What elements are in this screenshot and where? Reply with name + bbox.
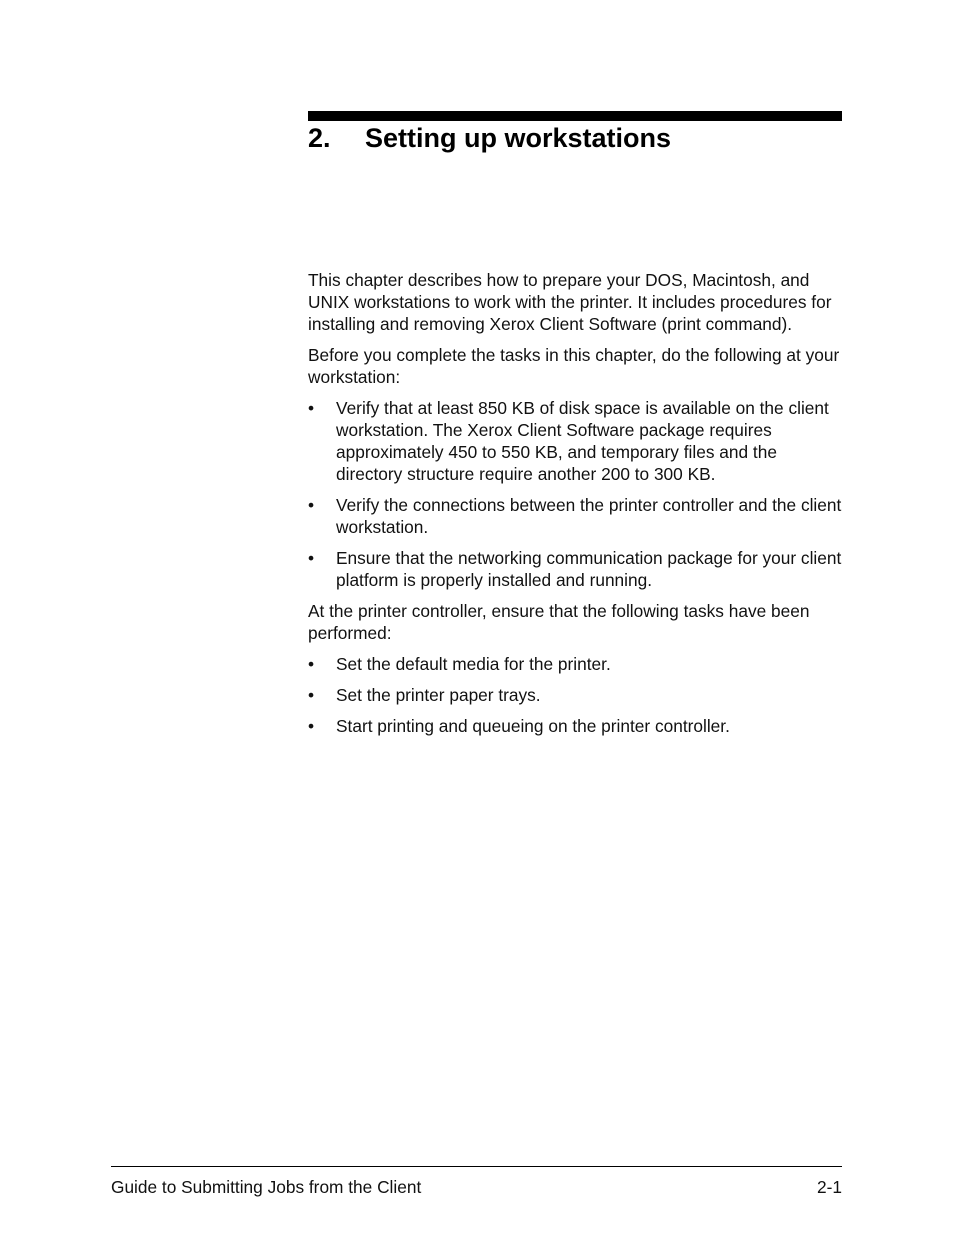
intro-paragraph: This chapter describes how to prepare your DOS, Macintosh, and UNIX workstations to work with the printer. It includes procedures for installing and removing Xerox Client Software (print command). — [308, 270, 832, 334]
chapter-number: 2. — [308, 123, 331, 153]
list-item — [308, 547, 842, 591]
list-item — [308, 653, 842, 675]
chapter-heading — [308, 120, 671, 156]
controller-task-list — [308, 653, 842, 737]
list-item-text: Verify that at least 850 KB of disk space is available on the client workstation. The Xerox Client Software package requires approximately 450 to 550 KB, and temporary files and the directory structure require another 200 to 300 KB. — [336, 398, 829, 484]
bullet-icon: • — [308, 548, 315, 568]
footer-page-number: 2-1 — [817, 1177, 842, 1197]
footer-document-title: Guide to Submitting Jobs from the Client — [111, 1177, 422, 1197]
list-item — [308, 715, 842, 737]
footer-rule — [111, 1166, 842, 1167]
list-item-text: Set the default media for the printer. — [336, 654, 611, 674]
bullet-icon: • — [308, 398, 315, 418]
workstation-task-list — [308, 397, 842, 591]
chapter-title: Setting up workstations — [365, 123, 672, 153]
bullet-icon: • — [308, 495, 315, 515]
chapter-body — [308, 269, 842, 746]
list-item-text: Set the printer paper trays. — [336, 685, 541, 705]
bullet-icon: • — [308, 685, 315, 705]
list-item — [308, 494, 842, 538]
controller-lead-paragraph: At the printer controller, ensure that the following tasks have been performed: — [308, 601, 810, 643]
list-item-text: Verify the connections between the printer controller and the client workstation. — [336, 495, 842, 537]
list-item-text: Start printing and queueing on the printer controller. — [336, 716, 730, 736]
bullet-icon: • — [308, 716, 315, 736]
list-item — [308, 684, 842, 706]
list-item-text: Ensure that the networking communication package for your client platform is properly installed and running. — [336, 548, 842, 590]
bullet-icon: • — [308, 654, 315, 674]
list-item — [308, 397, 842, 485]
workstation-lead-paragraph: Before you complete the tasks in this chapter, do the following at your workstation: — [308, 345, 840, 387]
